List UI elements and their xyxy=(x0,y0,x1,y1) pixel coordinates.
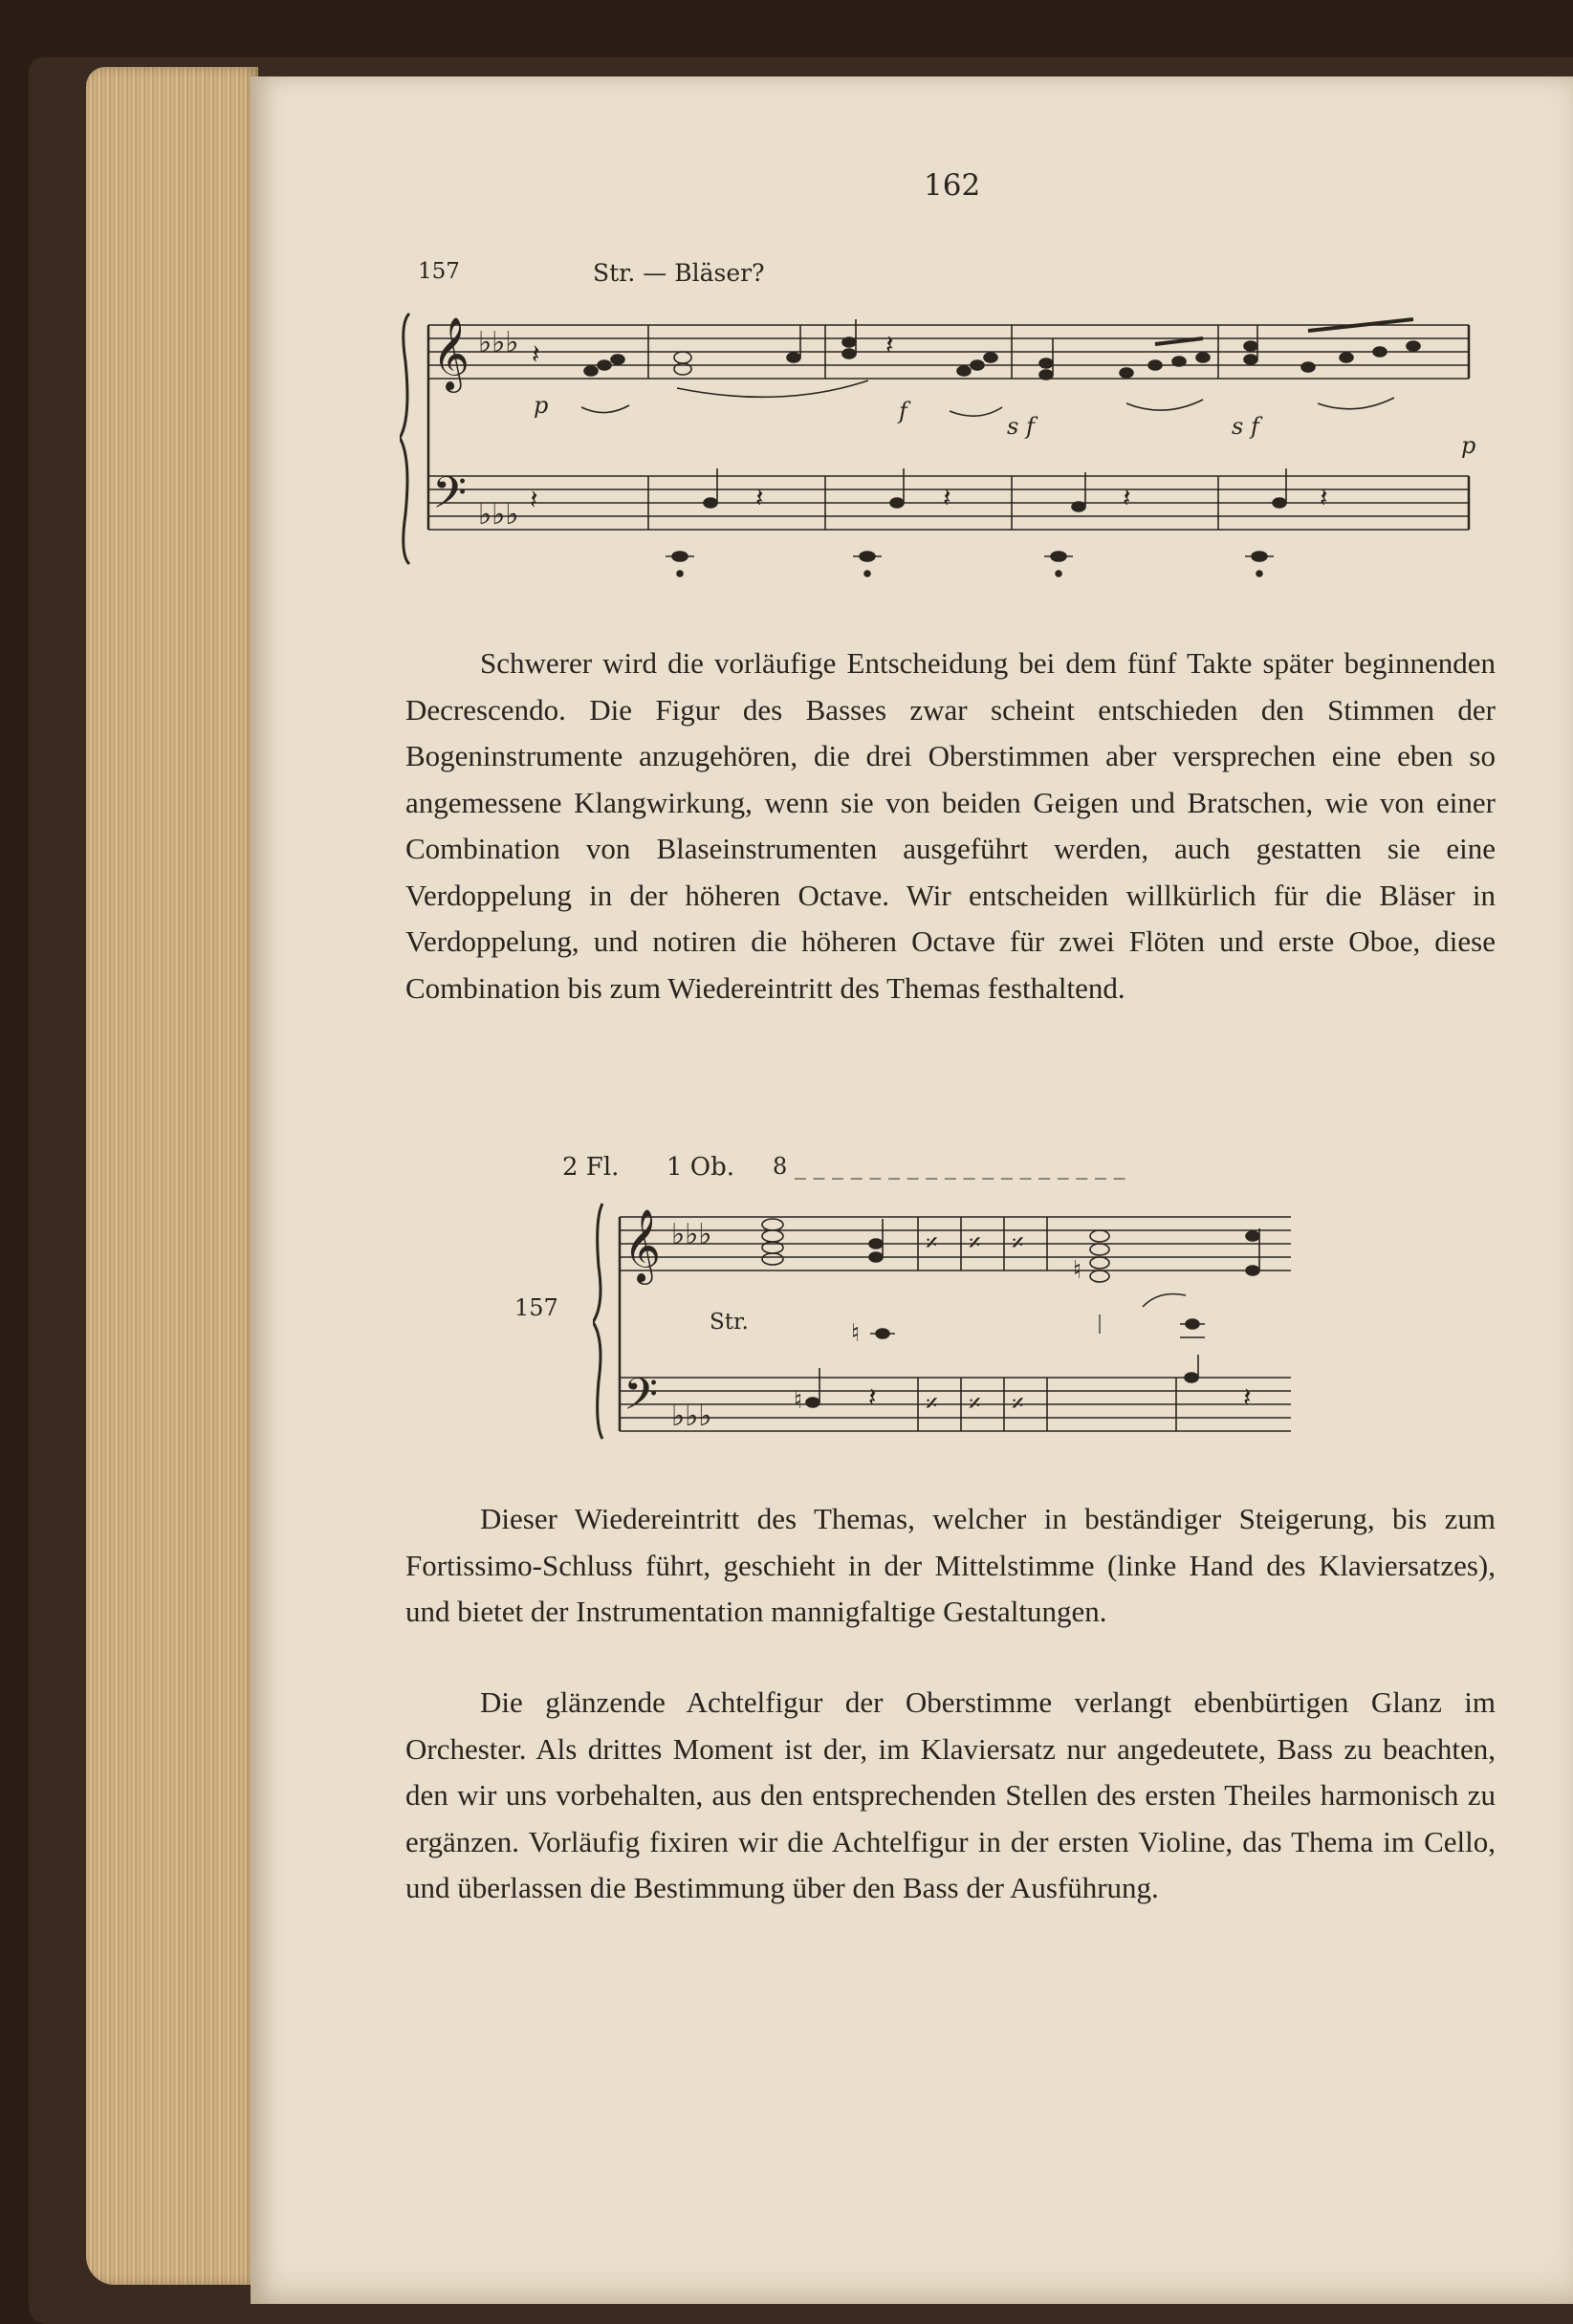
paragraph-3: Die glänzende Achtelfigur der Oberstimme verlangt ebenbürtigen Glanz im Orchester. Als drittes Moment ist der, im Klaviersatz nur angedeutete, Bass zu beachten, den wir uns vorbehalten, aus den entsprechenden Stellen des ersten Theiles harmonisch zu ergänzen. Vorläufig fixiren wir die Achtelfigur in der ersten Violine, das Thema im Cello, und überlassen die Bestimmung über den Bass der Ausführung. xyxy=(405,1685,1496,1904)
svg-text:𝄎: 𝄎 xyxy=(1012,1390,1024,1419)
example1-label: Str. — Bläser? xyxy=(593,259,765,287)
svg-text:♮: ♮ xyxy=(851,1319,861,1348)
dynamic-sf: s f xyxy=(1232,413,1259,440)
dynamic-f: f xyxy=(899,398,907,424)
example2-oboe-label: 1 Ob. xyxy=(666,1153,735,1182)
svg-text:𝄞: 𝄞 xyxy=(432,316,470,390)
svg-text:♮: ♮ xyxy=(794,1386,803,1415)
svg-text:𝄎: 𝄎 xyxy=(926,1229,938,1258)
svg-text:𝄽: 𝄽 xyxy=(532,338,540,370)
page-edges xyxy=(86,67,258,2285)
page-number: 162 xyxy=(924,168,981,203)
svg-text:𝄽: 𝄽 xyxy=(1243,1381,1252,1413)
paragraph-2: Dieser Wiedereintritt des Themas, welcher in beständiger Steigerung, bis zum Fortissimo-Schluss führt, geschieht in der Mittelstimme (linke Hand des Klaviersatzes), und bietet der Instrumentation mannigfaltige Gestaltungen. xyxy=(405,1502,1496,1628)
example2-measure-number: 157 xyxy=(514,1294,558,1321)
example2-flutes-label: 2 Fl. xyxy=(562,1153,620,1182)
music-example-2 xyxy=(593,1190,1300,1453)
svg-text:𝄽: 𝄽 xyxy=(530,484,538,515)
svg-text:𝄢: 𝄢 xyxy=(432,467,468,530)
svg-text:♭♭♭: ♭♭♭ xyxy=(671,1218,712,1251)
svg-text:𝄽: 𝄽 xyxy=(1320,482,1328,513)
music-example-1 xyxy=(400,304,1480,610)
svg-text:𝄽: 𝄽 xyxy=(1123,482,1131,513)
svg-text:𝄞: 𝄞 xyxy=(623,1208,662,1282)
svg-text:𝄢: 𝄢 xyxy=(623,1369,659,1431)
svg-text:𝄎: 𝄎 xyxy=(926,1390,938,1419)
svg-text:♭♭♭: ♭♭♭ xyxy=(478,326,519,359)
dynamic-p: p xyxy=(1461,432,1476,459)
svg-text:♭♭♭: ♭♭♭ xyxy=(478,498,519,532)
paragraph-1: Schwerer wird die vorläufige Entscheidung bei dem fünf Takte später beginnenden Decrescendo. Die Figur des Basses zwar scheint entschieden den Stimmen der Bogeninstrumente anzugehören, die drei Oberstimmen aber versprechen eine eben so angemessene Klangwirkung, wenn sie von beiden Geigen und Bratschen, wie von einer Combination von Blaseinstrumenten ausgeführt werden, auch gestatten sie eine Verdoppelung in der höheren Octave. Wir entscheiden willkürlich für die Bläser in Verdoppelung, und notiren die höheren Octave für zwei Flöten und erste Oboe, diese Combination bis zum Wiedereintritt des Themas festhaltend. xyxy=(405,646,1496,1005)
svg-text:𝄎: 𝄎 xyxy=(1012,1229,1024,1258)
svg-text:♮: ♮ xyxy=(1073,1256,1082,1285)
svg-text:♭♭♭: ♭♭♭ xyxy=(671,1400,712,1433)
svg-text:𝄽: 𝄽 xyxy=(943,482,951,513)
svg-text:𝄎: 𝄎 xyxy=(969,1229,981,1258)
svg-text:𝄽: 𝄽 xyxy=(755,482,764,513)
example1-measure-number: 157 xyxy=(418,259,460,284)
example2-octave-mark: 8 _ _ _ _ _ _ _ _ _ _ _ _ _ _ _ _ _ _ xyxy=(773,1153,1125,1180)
dynamic-p: p xyxy=(534,392,549,419)
dynamic-sf: s f xyxy=(1007,413,1035,440)
example2-strings-label: Str. xyxy=(710,1310,749,1335)
svg-text:𝄽: 𝄽 xyxy=(885,329,894,360)
svg-text:𝄎: 𝄎 xyxy=(969,1390,981,1419)
svg-text:𝄽: 𝄽 xyxy=(868,1381,877,1413)
